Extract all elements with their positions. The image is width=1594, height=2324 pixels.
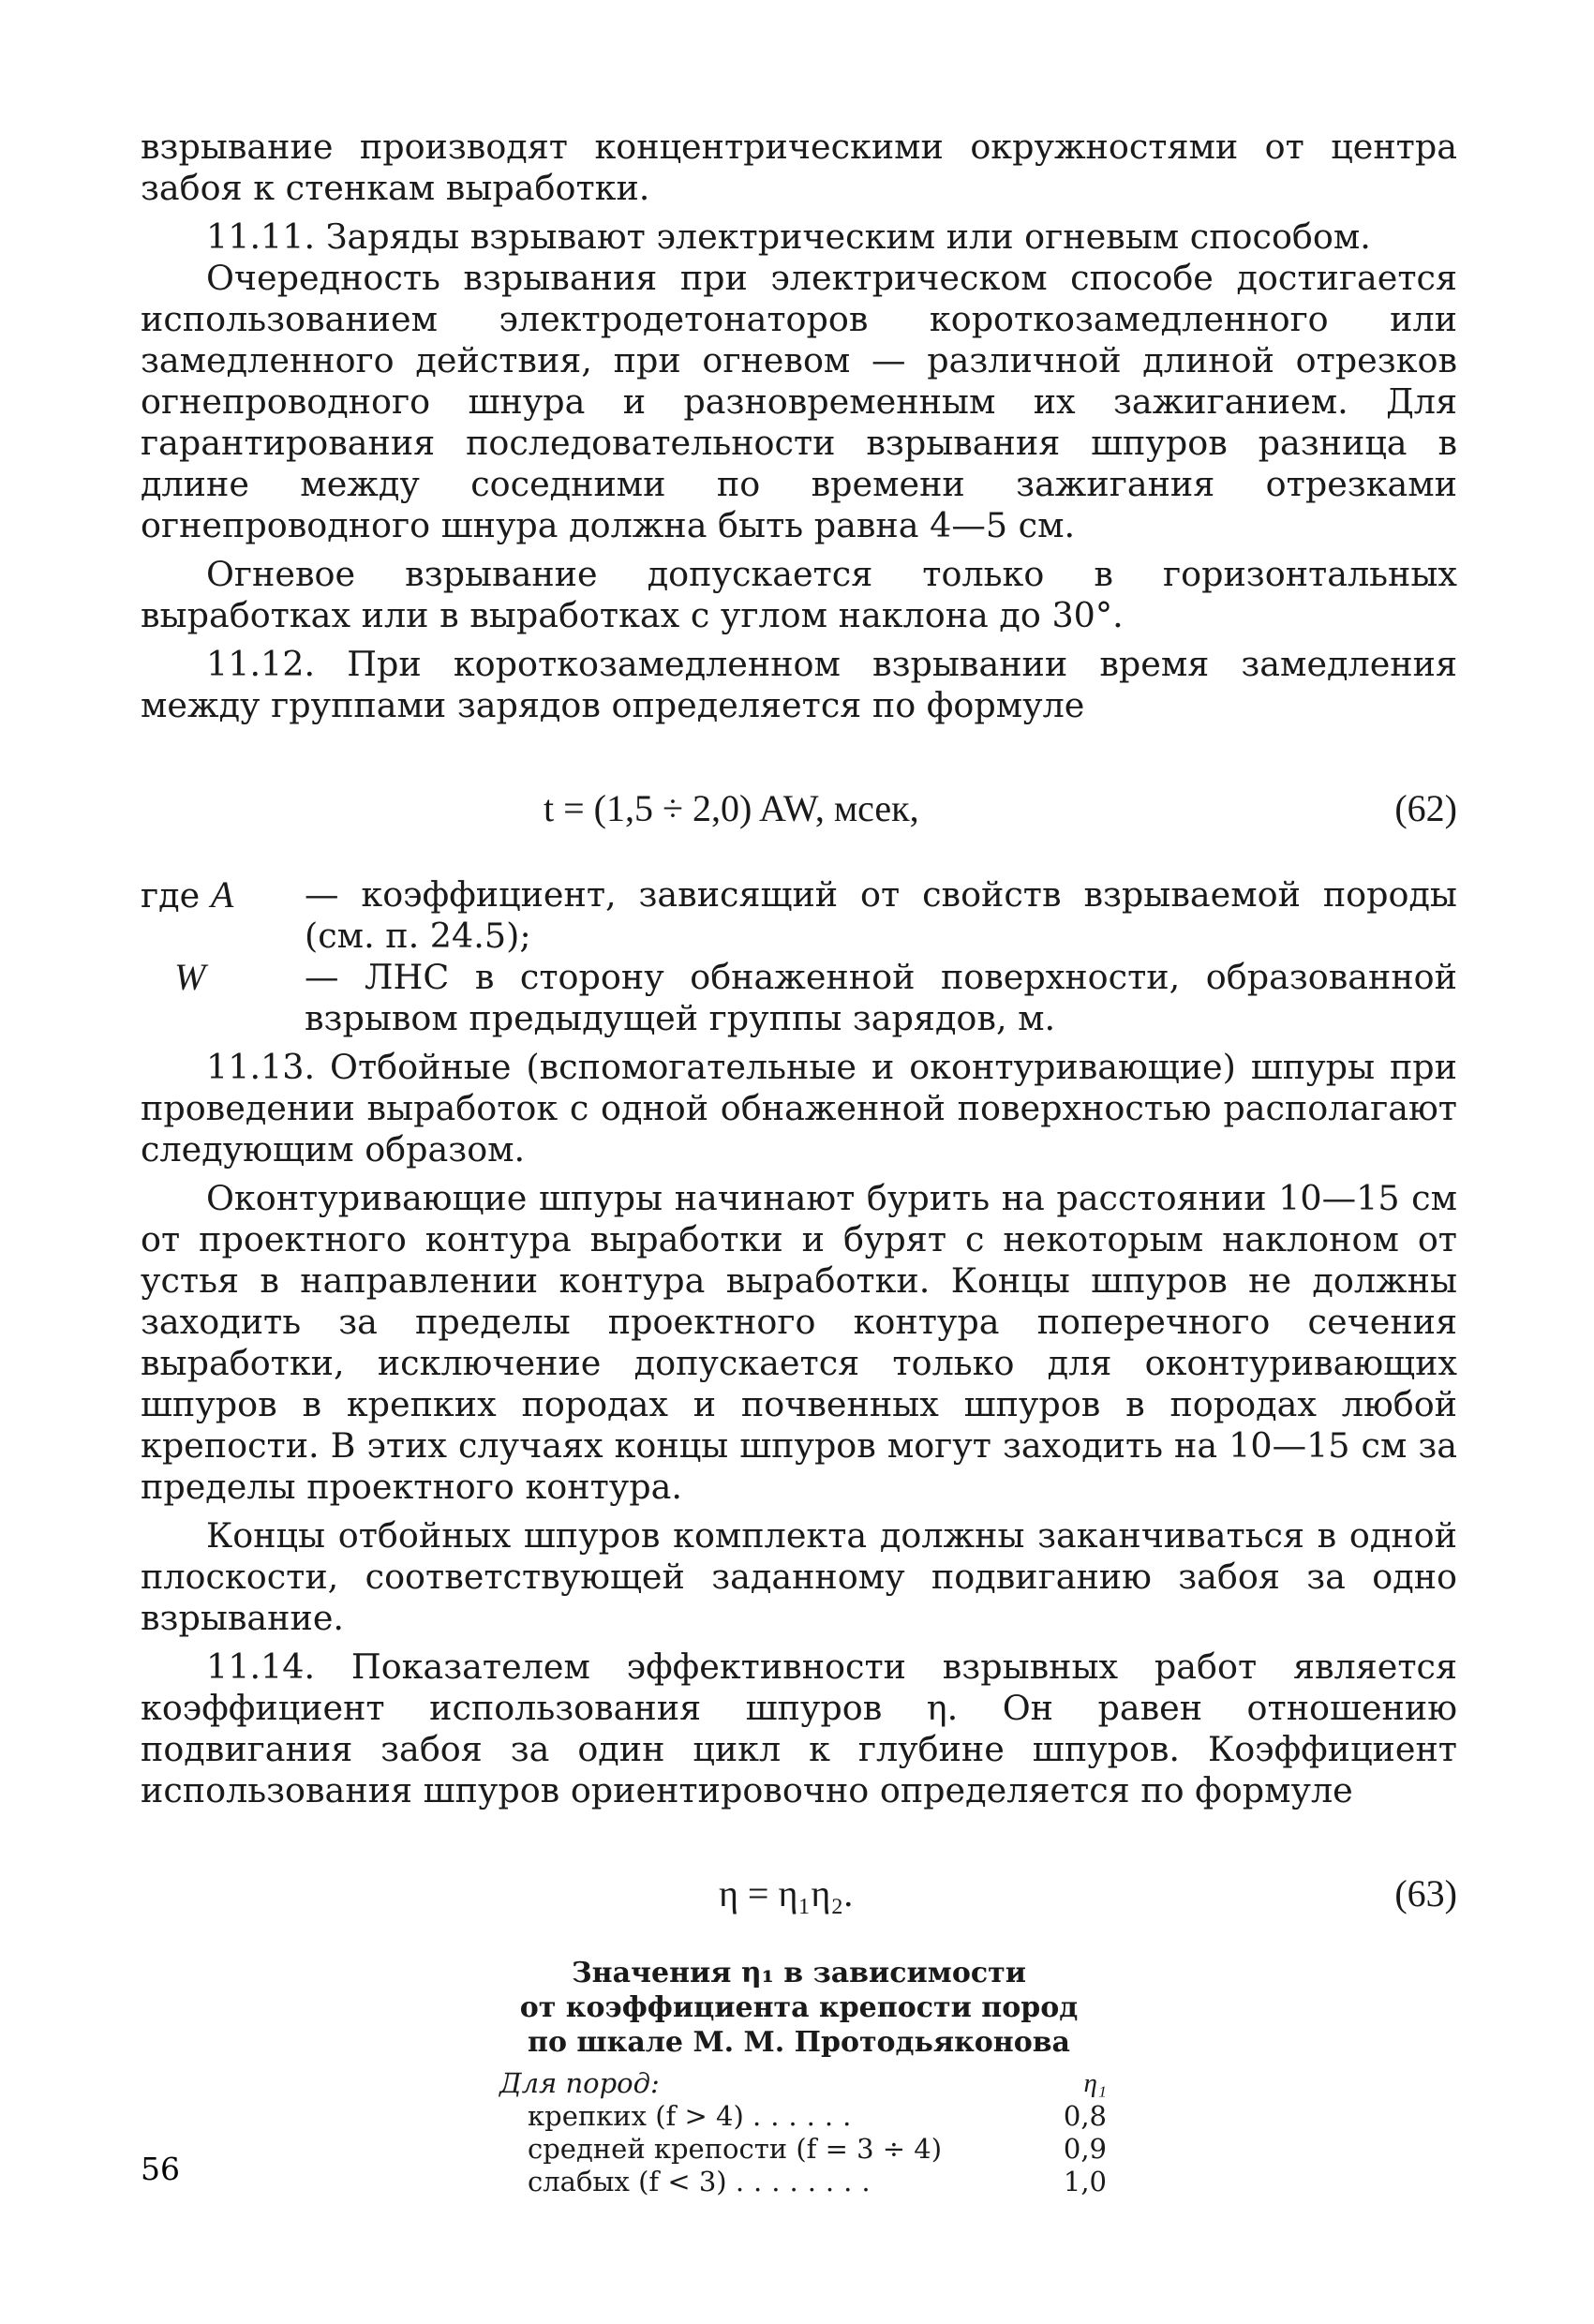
table-title-line-3: по шкале М. М. Протодьяконова — [528, 2026, 1070, 2059]
eta1-table — [499, 2067, 1107, 2198]
formula-63 — [141, 1866, 1457, 1922]
table-header-row — [499, 2067, 1107, 2100]
page-number: 56 — [141, 2151, 180, 2187]
table-row-label: слабых (f < 3) ........ — [528, 2166, 880, 2197]
symbol-w: W — [174, 956, 206, 998]
table-title-line-1: Значения η₁ в зависимости — [572, 1957, 1026, 1989]
paragraph-continuation: взрывание производят концентрическими окружностями от центра забоя к стенкам выработки. — [141, 127, 1457, 208]
table-header-value: η₁ — [1083, 2068, 1107, 2098]
paragraph-11-12: 11.12. При короткозамедленном взрывании время замедления между группами зарядов определяется по формуле — [141, 644, 1457, 725]
table-row — [499, 2133, 1107, 2166]
table-row-value: 0,8 — [1063, 2100, 1107, 2132]
formula-63-number: (63) — [1394, 1872, 1457, 1914]
definition-a-term — [141, 874, 305, 957]
definition-w — [141, 957, 1457, 1039]
formula-62 — [141, 781, 1457, 837]
formula-62-number: (62) — [1394, 787, 1457, 829]
paragraph-breaking-holes: Концы отбойных шпуров комплекта должны заканчиваться в одной плоскости, соответствующей заданному подвиганию забоя за одно взрывание. — [141, 1515, 1457, 1638]
paragraph-fire-blasting: Огневое взрывание допускается только в горизонтальных выработках или в выработках с углом наклона до 30°. — [141, 554, 1457, 635]
paragraph-11-13: 11.13. Отбойные (вспомогательные и оконтуривающие) шпуры при проведении выработок с одной обнаженной поверхностью располагают следующим образом. — [141, 1047, 1457, 1169]
definition-w-text: — ЛНС в сторону обнаженной поверхности, образованной взрывом предыдущей группы зарядов, м. — [305, 957, 1457, 1038]
table-title — [141, 1956, 1457, 2060]
table-row — [499, 2166, 1107, 2198]
definition-a — [141, 874, 1457, 957]
definition-lead-word: где — [141, 875, 201, 916]
formula-63-expression: η = η₁η₂. — [719, 1872, 854, 1914]
table-row-label: средней крепости (f = 3 ÷ 4) — [528, 2133, 943, 2165]
table-header-label: Для пород: — [499, 2067, 660, 2099]
formula-62-expression: t = (1,5 ÷ 2,0) AW, мсек, — [544, 787, 919, 829]
table-row-value: 1,0 — [1063, 2166, 1107, 2197]
definition-w-term — [141, 957, 305, 1039]
page-body — [141, 127, 1457, 2198]
paragraph-11-14: 11.14. Показателем эффективности взрывных работ является коэффициент использования шпуров η. Он равен отношению подвигания забоя за один цикл к глубине шпуров. Коэффициент использования шпуров ориентировочно определяется по формуле — [141, 1646, 1457, 1810]
table-row-value: 0,9 — [1063, 2133, 1107, 2165]
table-row-label: крепких (f > 4) ...... — [528, 2100, 861, 2132]
paragraph-blast-order: Очередность взрывания при электрическом способе достигается использованием электродетонаторов короткозамедленного или замедленного действия, при огневом — различной длиной отрезков огнепроводного шнура и разновременным их зажиганием. Для гарантирования последовательности взрывания шпуров разница в длине между соседними по времени зажигания отрезками огнепроводного шнура должна быть равна 4—5 см. — [141, 258, 1457, 545]
symbol-a: A — [210, 873, 234, 916]
paragraph-contour-holes: Оконтуривающие шпуры начинают бурить на расстоянии 10—15 см от проектного контура выработки и бурят с некоторым наклоном от устья в направлении контура выработки. Концы шпуров не должны заходить за пределы проектного контура поперечного сечения выработки, исключение допускается только для оконтуривающих шпуров в крепких породах и почвенных шпуров в породах любой крепости. В этих случаях концы шпуров могут заходить на 10—15 см за пределы проектного контура. — [141, 1178, 1457, 1507]
table-title-line-2: от коэффициента крепости пород — [519, 1991, 1079, 2024]
definition-a-text: — коэффициент, зависящий от свойств взрываемой породы (см. п. 24.5); — [305, 874, 1457, 956]
paragraph-11-11: 11.11. Заряды взрывают электрическим или огневым способом. — [206, 216, 1371, 257]
table-row — [499, 2100, 1107, 2133]
